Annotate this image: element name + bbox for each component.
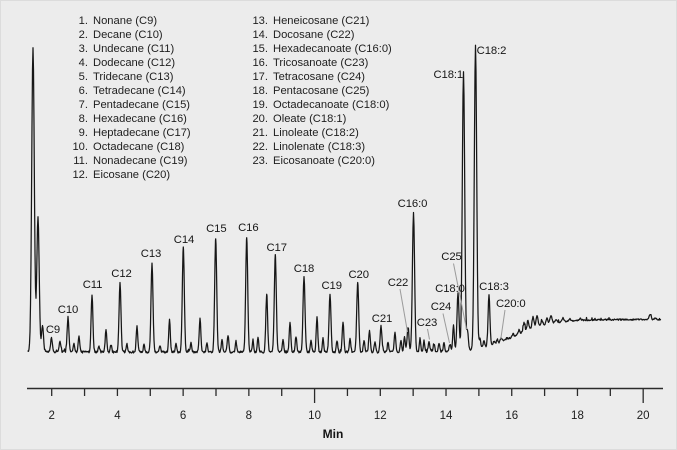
peak-label-c15: C15	[206, 223, 227, 235]
peak-label-c18-1: C18:1	[433, 69, 464, 81]
legend-item-number: 6.	[78, 85, 88, 97]
legend-item-number: 9.	[78, 127, 88, 139]
legend-item-number: 19.	[252, 99, 268, 111]
legend-item-number: 18.	[252, 85, 268, 97]
legend-item-name: Hexadecanoate (C16:0)	[273, 43, 392, 55]
legend-item-name: Linolenate (C18:3)	[273, 141, 366, 153]
legend-item-name: Hexadecane (C16)	[93, 113, 187, 125]
legend-item-number: 13.	[252, 15, 268, 27]
peak-leader-line	[428, 329, 430, 340]
legend-item-name: Eicosanoate (C20:0)	[273, 155, 375, 167]
legend-item-number: 15.	[252, 43, 268, 55]
peak-label-c23: C23	[416, 316, 438, 329]
peak-label-c14: C14	[173, 234, 195, 246]
peak-label-c18: C18	[293, 263, 315, 275]
legend-item-name: Heptadecane (C17)	[93, 127, 191, 139]
peak-leader-line	[443, 314, 450, 344]
peak-label-c24: C24	[430, 301, 452, 313]
trace-path	[28, 45, 661, 353]
peak-label-c22: C22	[387, 276, 409, 289]
legend-item-name: Nonadecane (C19)	[93, 155, 188, 167]
peak-label-c13: C13	[140, 248, 162, 260]
legend-item-number: 5.	[78, 71, 88, 83]
legend-item-name: Eicosane (C20)	[93, 169, 171, 181]
legend-item-name: Tridecane (C13)	[93, 71, 174, 83]
legend-item-number: 20.	[252, 113, 268, 125]
peak-leader-line	[454, 264, 467, 330]
peak-label-c20: C20	[348, 269, 369, 281]
legend-item-number: 14.	[252, 29, 268, 41]
x-axis-tick-label: 20	[636, 410, 650, 422]
legend-item-name: Pentadecane (C15)	[93, 99, 191, 111]
peak-label-c17: C17	[266, 241, 287, 254]
legend-item-number: 12.	[72, 169, 88, 181]
peak-leader-line	[501, 310, 505, 339]
peak-label-c18-3: C18:3	[479, 280, 509, 293]
legend-item-number: 17.	[252, 71, 268, 83]
legend-item-name: Octadecanoate (C18:0)	[273, 99, 390, 111]
x-axis-tick-label: 4	[114, 410, 121, 422]
peak-leader-line	[400, 289, 408, 332]
legend-item-name: Tricosanoate (C23)	[273, 57, 369, 69]
legend-item-number: 23.	[252, 155, 268, 167]
legend-item-name: Decane (C10)	[93, 29, 163, 41]
legend-item-number: 4.	[78, 57, 88, 69]
legend-item-name: Undecane (C11)	[93, 43, 175, 55]
legend-item-number: 10.	[72, 141, 88, 153]
x-axis-tick-label: 14	[439, 410, 453, 422]
peak-label-c16: C16	[238, 222, 259, 235]
legend-item-name: Tetradecane (C14)	[93, 85, 186, 97]
legend-item-name: Tetracosane (C24)	[273, 71, 366, 83]
legend-item-name: Heneicosane (C21)	[273, 15, 370, 27]
legend-item-name: Linoleate (C18:2)	[273, 127, 359, 139]
peak-label-c18-0: C18:0	[435, 282, 465, 295]
legend-item-number: 3.	[78, 43, 88, 55]
legend-item-number: 21.	[252, 127, 268, 139]
x-axis-tick-label: 18	[571, 410, 584, 422]
legend-item-number: 7.	[78, 99, 88, 111]
x-axis-tick-label: 6	[179, 410, 187, 422]
peak-label-c9: C9	[45, 324, 61, 336]
legend-item-name: Pentacosane (C25)	[273, 85, 370, 97]
legend-item-number: 11.	[73, 155, 88, 167]
x-axis-title: Min	[322, 427, 344, 441]
peak-label-c10: C10	[57, 304, 79, 316]
legend-item-name: Docosane (C22)	[273, 29, 355, 41]
peak-label-c11: C11	[82, 279, 103, 291]
legend-item-number: 16.	[252, 57, 268, 69]
x-axis-tick-label: 12	[373, 410, 387, 422]
legend-item-number: 1.	[78, 15, 88, 27]
peak-label-c20-0: C20:0	[495, 297, 526, 310]
x-axis-tick-label: 2	[48, 410, 55, 422]
legend-item-number: 2.	[78, 29, 88, 41]
legend-item-name: Dodecane (C12)	[93, 57, 176, 69]
x-axis-tick-label: 16	[505, 410, 519, 422]
legend-item-number: 8.	[78, 113, 88, 125]
legend-item-name: Oleate (C18:1)	[273, 113, 347, 125]
peak-label-c25: C25	[441, 251, 462, 263]
x-axis-tick-label: 8	[245, 410, 253, 422]
peak-label-c12: C12	[111, 268, 132, 280]
legend-item-number: 22.	[252, 141, 268, 153]
peak-label-c19: C19	[321, 280, 342, 292]
peak-label-c16-0: C16:0	[397, 197, 428, 210]
legend-item-name: Nonane (C9)	[93, 15, 158, 27]
legend-item-name: Octadecane (C18)	[93, 141, 185, 153]
peak-label-c18-2: C18:2	[476, 44, 507, 57]
peak-label-c21: C21	[371, 313, 393, 325]
x-axis-tick-label: 10	[308, 410, 321, 422]
